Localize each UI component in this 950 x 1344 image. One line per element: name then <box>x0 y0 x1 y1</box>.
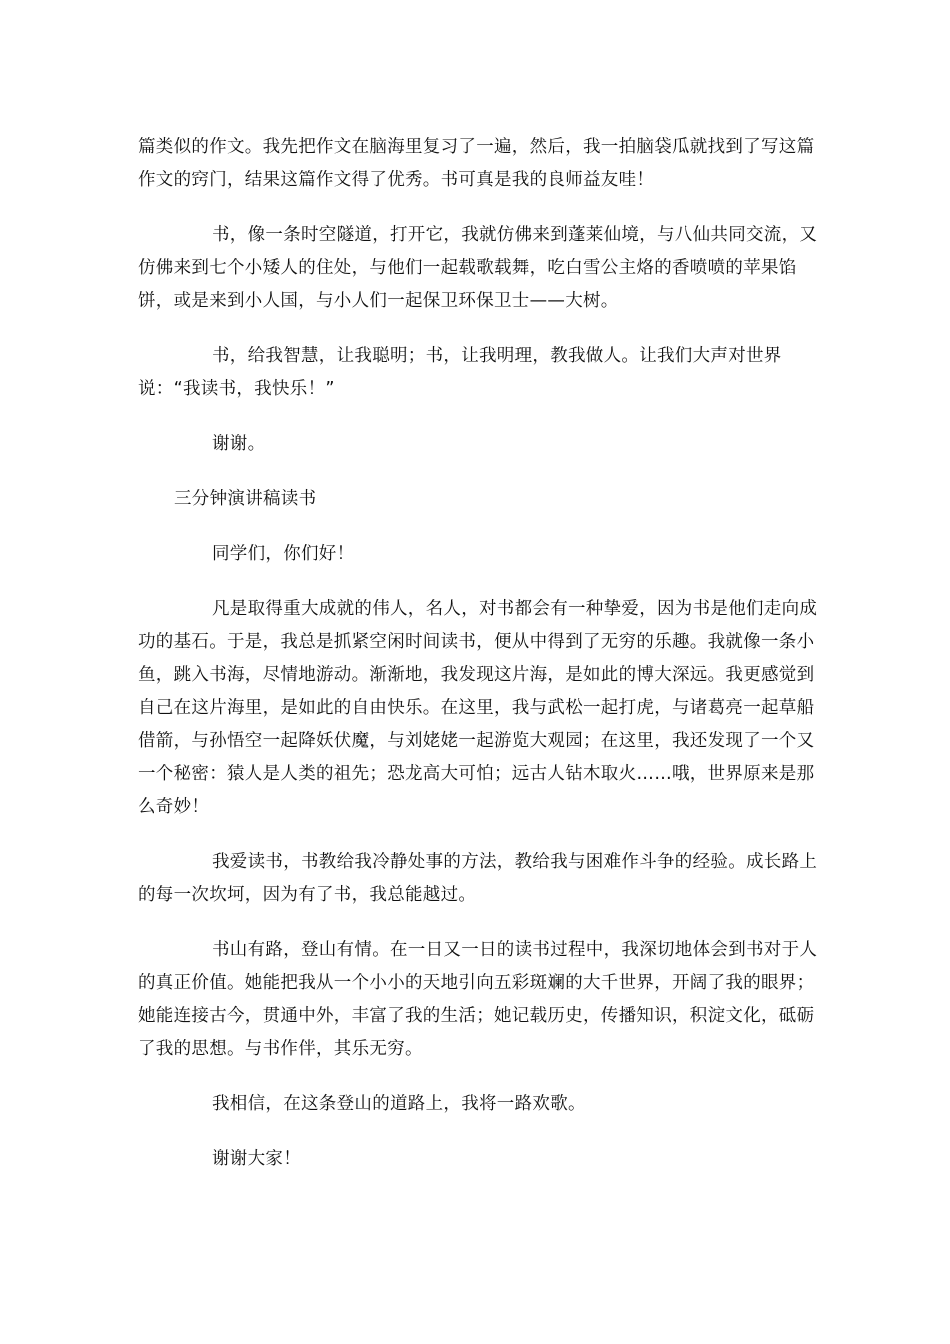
paragraph-believe: 我相信，在这条登山的道路上，我将一路欢歌。 <box>212 1094 586 1114</box>
paragraph-love-reading: 我爱读书，书教给我冷静处事的方法，教给我与困难作斗争的经验。成长路上的每一次坎坷，因为有了书，我总能越过。 <box>138 852 818 905</box>
section-title: 三分钟演讲稿读书 <box>174 489 317 509</box>
document-body <box>138 131 818 1176</box>
paragraph-book-sea: 凡是取得重大成就的伟人，名人，对书都会有一种挚爱，因为书是他们走向成功的基石。于是，我总是抓紧空闲时间读书，便从中得到了无穷的乐趣。我就像一条小鱼，跳入书海，尽情地游动。渐渐地，我发现这片海，是如此的博大深远。我更感觉到自己在这片海里，是如此的自由快乐。在这里，我与武松一起打虎，与诸葛亮一起草船借箭，与孙悟空一起降妖伏魔，与刘姥姥一起游览大观园；在这里，我还发现了一个又一个秘密：猿人是人类的祖先；恐龙高大可怕；远古人钻木取火……哦，世界原来是那么奇妙！ <box>138 599 818 817</box>
paragraph-thank-everyone: 谢谢大家！ <box>212 1149 301 1169</box>
paragraph-continued: 篇类似的作文。我先把作文在脑海里复习了一遍，然后，我一拍脑袋瓜就找到了写这篇作文的窍门，结果这篇作文得了优秀。书可真是我的良师益友哇！ <box>138 137 815 190</box>
paragraph-time-tunnel: 书，像一条时空隧道，打开它，我就仿佛来到蓬莱仙境，与八仙共同交流，又仿佛来到七个小矮人的住处，与他们一起载歌载舞，吃白雪公主烙的香喷喷的苹果馅饼，或是来到小人国，与小人们一起保卫环保卫士——大树。 <box>138 225 818 311</box>
paragraph-wisdom: 书，给我智慧，让我聪明；书，让我明理，教我做人。让我们大声对世界说：“我读书，我快乐！” <box>138 346 782 399</box>
paragraph-thanks: 谢谢。 <box>212 434 266 454</box>
paragraph-greeting: 同学们，你们好！ <box>212 544 355 564</box>
paragraph-book-mountain: 书山有路，登山有情。在一日又一日的读书过程中，我深切地体会到书对于人的真正价值。她能把我从一个小小的天地引向五彩斑斓的大千世界，开阔了我的眼界；她能连接古今，贯通中外，丰富了我的生活；她记载历史，传播知识，积淀文化，砥砺了我的思想。与书作伴，其乐无穷。 <box>138 940 818 1059</box>
